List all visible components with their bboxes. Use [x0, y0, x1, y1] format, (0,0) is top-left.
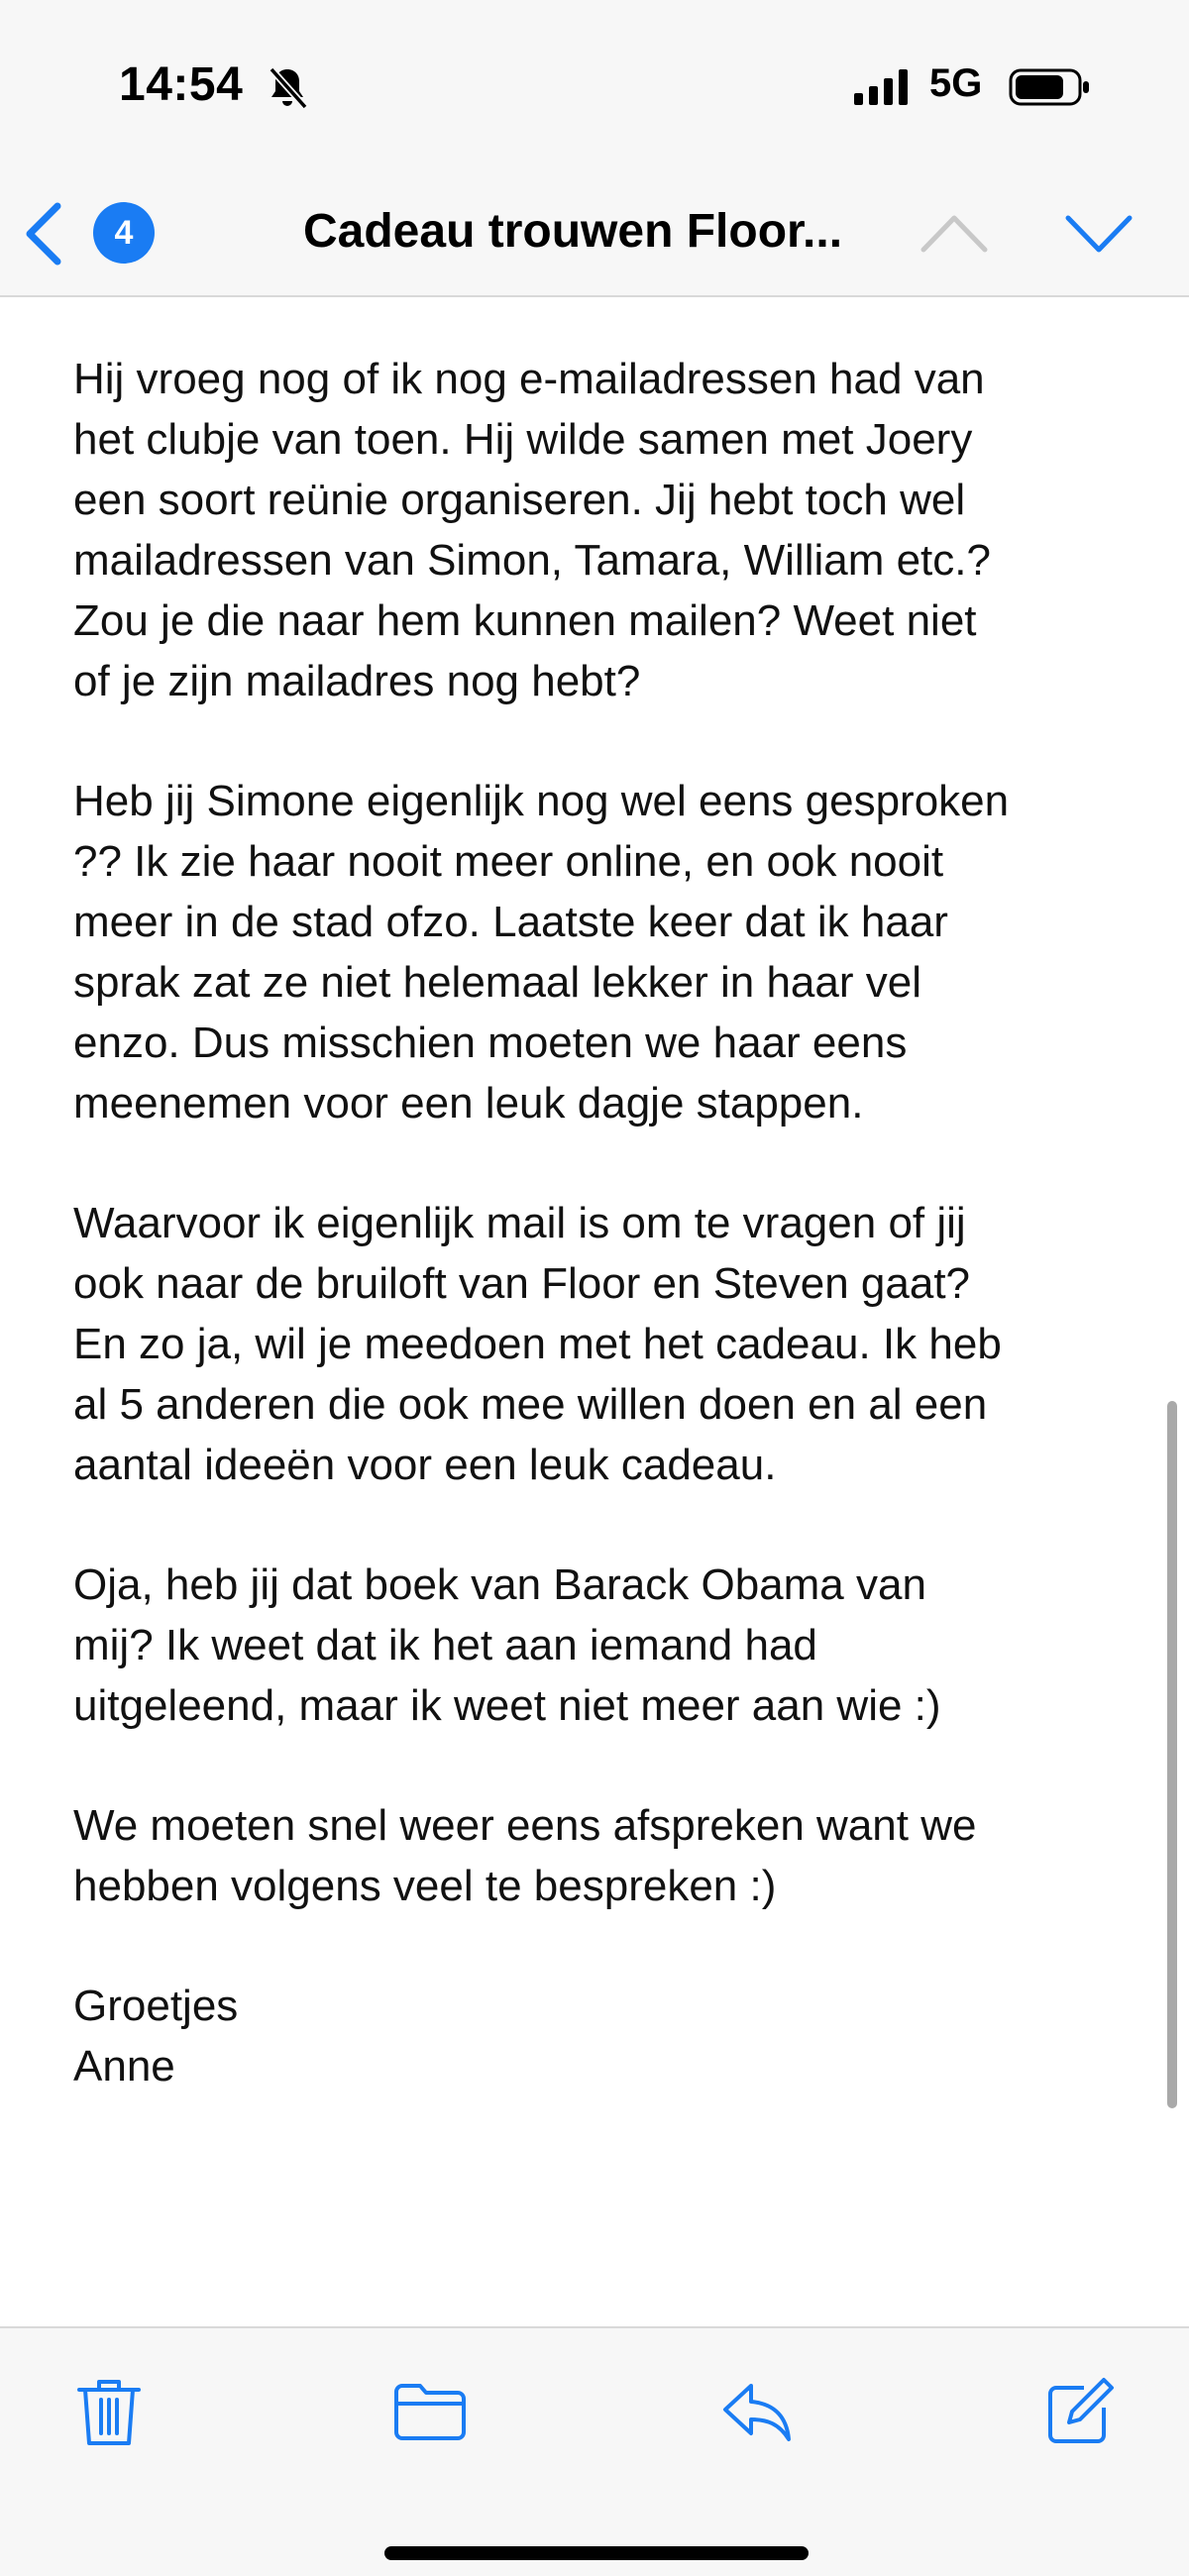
bottom-toolbar — [0, 2326, 1189, 2576]
email-text-line: enzo. Dus misschien moeten we haar eens — [73, 1019, 908, 1067]
nav-bar — [0, 168, 1189, 297]
next-message-button[interactable] — [1064, 204, 1134, 264]
email-text-line: Zou je die naar hem kunnen mailen? Weet niet — [73, 596, 977, 645]
email-text-line: of je zijn mailadres nog hebt? — [73, 657, 641, 705]
paragraph-spacer — [73, 1916, 1124, 1976]
email-text-line: een soort reünie organiseren. Jij hebt toch wel — [73, 476, 966, 524]
email-text-line: al 5 anderen die ook mee willen doen en al een — [73, 1380, 988, 1429]
email-paragraph — [73, 1795, 1124, 1916]
paragraph-spacer — [73, 711, 1124, 771]
email-text-line: Heb jij Simone eigenlijk nog wel eens gesproken — [73, 777, 1010, 825]
email-text-line: Hij vroeg nog of ik nog e-mailadressen had van — [73, 355, 985, 403]
battery-icon — [1009, 67, 1092, 107]
back-button[interactable] — [22, 196, 170, 271]
compose-icon — [1040, 2372, 1120, 2451]
move-to-folder-button[interactable] — [390, 2372, 470, 2451]
email-text-line: Anne — [73, 2042, 175, 2091]
reply-button[interactable] — [717, 2372, 797, 2451]
email-text-line: En zo ja, wil je meedoen met het cadeau. Ik heb — [73, 1320, 1002, 1368]
bell-slash-icon — [264, 63, 311, 111]
email-text-line: Oja, heb jij dat boek van Barack Obama van — [73, 1560, 926, 1609]
network-label: 5G — [929, 61, 983, 105]
email-text-line: Waarvoor ik eigenlijk mail is om te vragen of jij — [73, 1199, 966, 1247]
status-time: 14:54 — [119, 58, 244, 111]
unread-count-badge: 4 — [93, 202, 155, 264]
chevron-left-icon — [22, 200, 67, 268]
home-indicator[interactable] — [384, 2546, 809, 2560]
email-body — [73, 349, 1124, 2096]
email-text-line: mij? Ik weet dat ik het aan iemand had — [73, 1621, 817, 1669]
trash-button[interactable] — [69, 2372, 149, 2451]
folder-icon — [390, 2372, 470, 2451]
compose-button[interactable] — [1040, 2372, 1120, 2451]
email-text-line: uitgeleend, maar ik weet niet meer aan wie :) — [73, 1681, 941, 1730]
email-text-line: hebben volgens veel te bespreken :) — [73, 1862, 777, 1910]
email-paragraph — [73, 1976, 1124, 2096]
email-text-line: ook naar de bruiloft van Floor en Steven gaat? — [73, 1259, 971, 1308]
trash-icon — [69, 2372, 149, 2451]
email-paragraph — [73, 1555, 1124, 1736]
email-text-line: We moeten snel weer eens afspreken want we — [73, 1801, 977, 1850]
paragraph-spacer — [73, 1495, 1124, 1555]
email-text-line: sprak zat ze niet helemaal lekker in haar vel — [73, 958, 921, 1007]
email-text-line: het clubje van toen. Hij wilde samen met Joery — [73, 415, 973, 464]
signal-icon — [852, 67, 916, 107]
email-text-line: aantal ideeën voor een leuk cadeau. — [73, 1441, 777, 1489]
chevron-down-icon — [1064, 204, 1134, 264]
email-text-line: meenemen voor een leuk dagje stappen. — [73, 1079, 864, 1127]
reply-icon — [717, 2372, 797, 2451]
chevron-up-icon — [919, 204, 989, 264]
email-paragraph — [73, 349, 1124, 711]
email-text-line: meer in de stad ofzo. Laatste keer dat ik haar — [73, 898, 948, 946]
email-text-line: Groetjes — [73, 1982, 239, 2030]
previous-message-button[interactable] — [919, 204, 989, 264]
status-bar — [0, 0, 1189, 168]
paragraph-spacer — [73, 1736, 1124, 1795]
message-subject-title: Cadeau trouwen Floor... — [303, 205, 843, 258]
email-paragraph — [73, 1193, 1124, 1495]
scroll-indicator[interactable] — [1167, 1401, 1177, 2108]
email-text-line: ?? Ik zie haar nooit meer online, en ook nooit — [73, 837, 944, 886]
paragraph-spacer — [73, 1133, 1124, 1193]
email-text-line: mailadressen van Simon, Tamara, William etc.? — [73, 536, 991, 585]
email-paragraph — [73, 771, 1124, 1133]
